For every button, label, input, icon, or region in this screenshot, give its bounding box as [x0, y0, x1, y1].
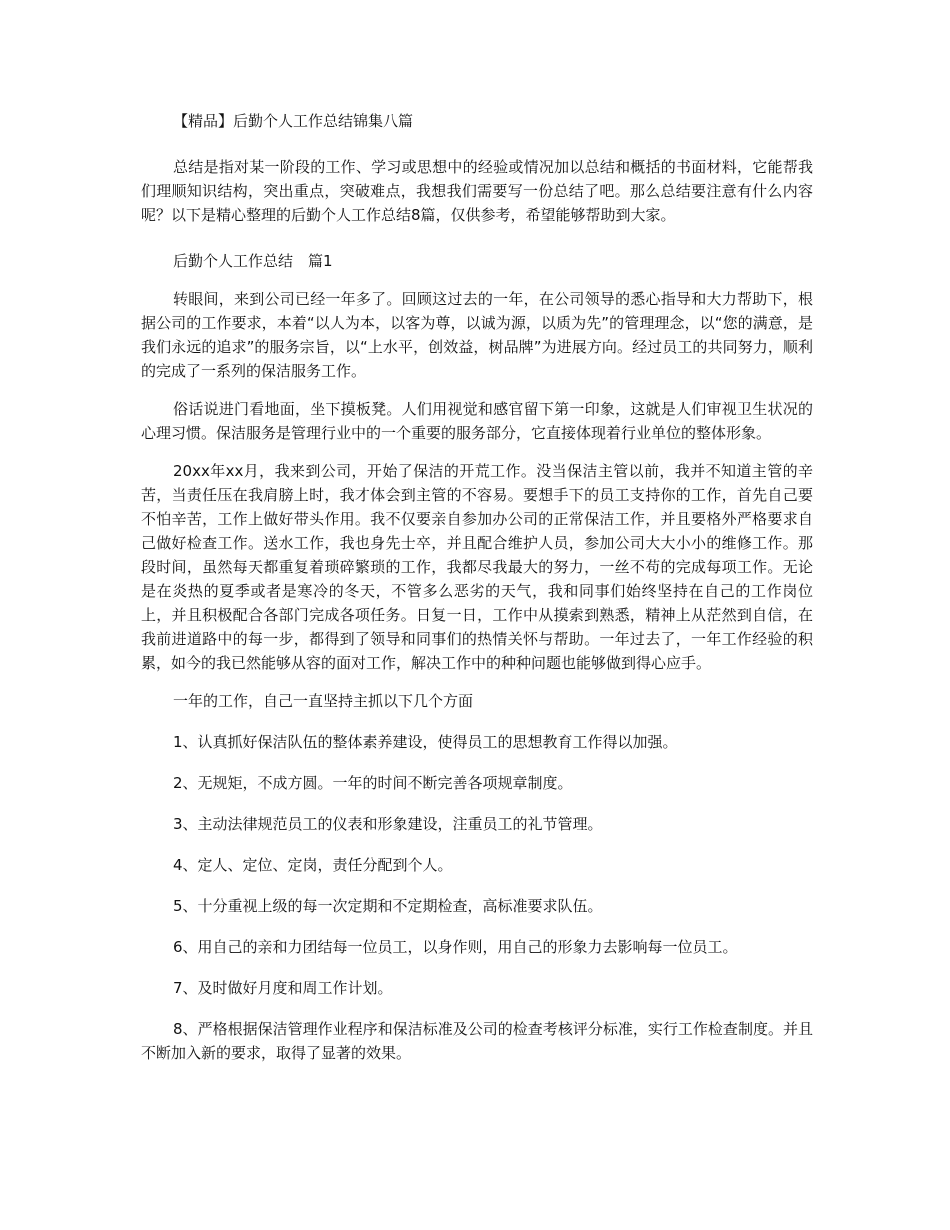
- list-item-4: 4、定人、定位、定岗，责任分配到个人。: [173, 856, 453, 874]
- list-item-3: 3、主动法律规范员工的仪表和形象建设，注重员工的礼节管理。: [173, 815, 603, 833]
- document-title: 【精品】后勤个人工作总结锦集八篇: [173, 112, 414, 130]
- list-item-6: 6、用自己的亲和力团结每一位员工，以身作则，用自己的形象力去影响每一位员工。: [173, 938, 738, 956]
- list-item-2: 2、无规矩，不成方圆。一年的时间不断完善各项规章制度。: [173, 774, 573, 792]
- body-paragraph-4: 一年的工作，自己一直坚持主抓以下几个方面: [173, 692, 474, 710]
- body-paragraph-1: 转眼间，来到公司已经一年多了。回顾这过去的一年，在公司领导的悉心指导和大力帮助下，根据公司的工作要求，本着“以人为本，以客为尊，以诚为源，以质为先”的管理理念，以“您的满意，是我们永远的追求”的服务宗旨，以“上水平，创效益，树品牌”为进展方向。经过员工的共同努力，顺利的完成了一系列的保洁服务工作。: [141, 290, 813, 380]
- list-item-8: 8、严格根据保洁管理作业程序和保洁标准及公司的检查考核评分标准，实行工作检查制度。并且不断加入新的要求，取得了显著的效果。: [141, 1020, 813, 1062]
- list-item-7: 7、及时做好月度和周工作计划。: [173, 979, 393, 997]
- body-paragraph-2: 俗话说进门看地面，坐下摸板凳。人们用视觉和感官留下第一印象，这就是人们审视卫生状况的心理习惯。保洁服务是管理行业中的一个重要的服务部分，它直接体现着行业单位的整体形象。: [141, 400, 813, 442]
- intro-paragraph: 总结是指对某一阶段的工作、学习或思想中的经验或情况加以总结和概括的书面材料，它能帮我们理顺知识结构，突出重点，突破难点，我想我们需要写一份总结了吧。那么总结要注意有什么内容呢？以下是精心整理的后勤个人工作总结8篇，仅供参考，希望能够帮助到大家。: [141, 158, 813, 224]
- document-page: [141, 109, 813, 1065]
- section-heading: 后勤个人工作总结 篇1: [173, 252, 333, 270]
- list-item-1: 1、认真抓好保洁队伍的整体素养建设，使得员工的思想教育工作得以加强。: [173, 733, 678, 751]
- body-paragraph-3: 20xx年xx月，我来到公司，开始了保洁的开荒工作。没当保洁主管以前，我并不知道主管的辛苦，当责任压在我肩膀上时，我才体会到主管的不容易。要想手下的员工支持你的工作，首先自己要不怕辛苦，工作上做好带头作用。我不仅要亲自参加办公司的正常保洁工作，并且要格外严格要求自己做好检查工作。送水工作，我也身先士卒，并且配合维护人员，参加公司大大小小的维修工作。那段时间，虽然每天都重复着琐碎繁琐的工作，我都尽我最大的努力，一丝不苟的完成每项工作。无论是在炎热的夏季或者是寒冷的冬天，不管多么恶劣的天气，我和同事们始终坚持在自己的工作岗位上，并且积极配合各部门完成各项任务。日复一日，工作中从摸索到熟悉，精神上从茫然到自信，在我前进道路中的每一步，都得到了领导和同事们的热情关怀与帮助。一年过去了，一年工作经验的积累，如今的我已然能够从容的面对工作，解决工作中的种种问题也能够做到得心应手。: [141, 462, 813, 672]
- list-item-5: 5、十分重视上级的每一次定期和不定期检查，高标准要求队伍。: [173, 897, 603, 915]
